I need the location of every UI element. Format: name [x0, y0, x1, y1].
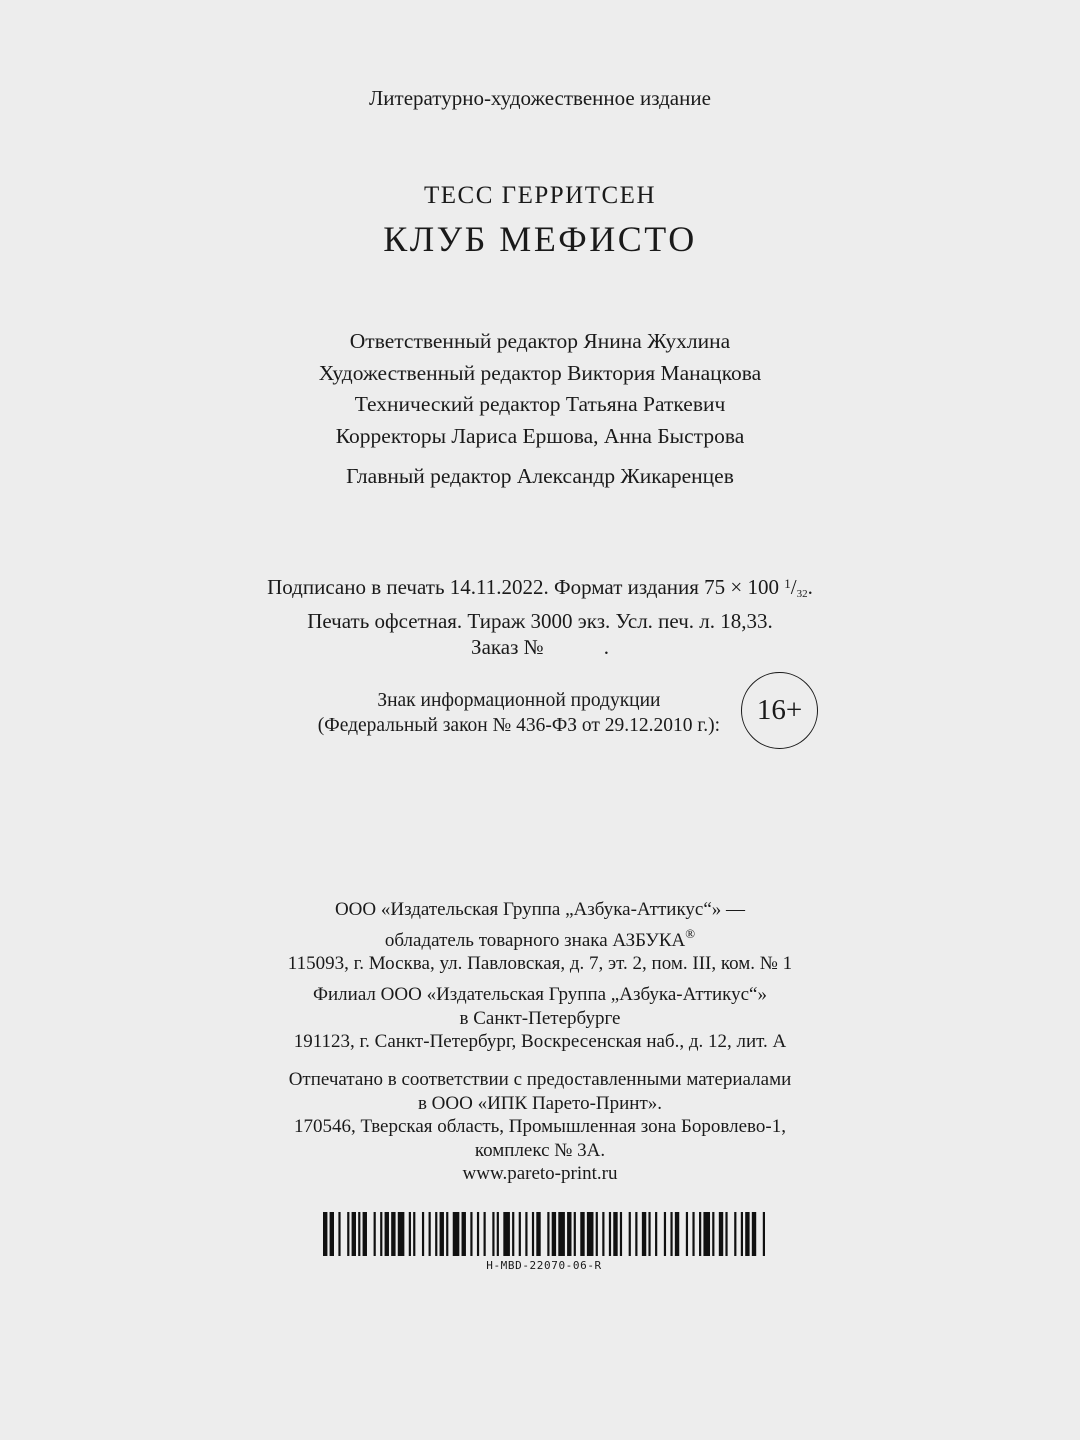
barcode-bar: [587, 1212, 594, 1256]
barcode-bar: [699, 1212, 701, 1256]
order-line: [0, 634, 1080, 661]
info-sign-line-1: Знак информационной продукции: [377, 690, 661, 711]
barcode-bar: [664, 1212, 666, 1256]
barcode-bar: [741, 1212, 743, 1256]
printer-address-2: комплекс № 3А.: [474, 1139, 606, 1161]
barcode-bar: [629, 1212, 631, 1256]
barcode-caption: H-MBD-22070-06-R: [486, 1259, 602, 1272]
barcode-bar: [635, 1212, 637, 1256]
age-rating-badge: 16+: [741, 672, 818, 749]
barcode-bar: [338, 1212, 340, 1256]
printer-website: www.pareto-print.ru: [462, 1163, 618, 1184]
order-label: Заказ №: [471, 635, 544, 659]
barcode-bar: [512, 1212, 514, 1256]
registered-mark: ®: [685, 925, 696, 941]
print-info-line-2: Печать офсетная. Тираж 3000 экз. Усл. печ. л. 18,33.: [307, 608, 773, 633]
barcode-bar: [574, 1212, 576, 1256]
book-title: КЛУБ МЕФИСТО: [383, 219, 697, 259]
barcode-bar: [532, 1212, 534, 1256]
printer-info: [0, 1068, 1080, 1186]
barcode-bar: [745, 1212, 749, 1256]
branch-info: [0, 983, 1080, 1054]
barcode-bar: [558, 1212, 565, 1256]
barcode-bar: [503, 1212, 510, 1256]
chief-editor: Главный редактор Александр Жикаренцев: [346, 464, 734, 488]
barcode-bar: [752, 1212, 756, 1256]
barcode-bar: [686, 1212, 688, 1256]
barcode-bar: [536, 1212, 540, 1256]
branch-address: 191123, г. Санкт-Петербург, Воскресенская наб., д. 12, лит. А: [293, 1031, 787, 1052]
barcode-bar: [567, 1212, 571, 1256]
print-format-text: Подписано в печать 14.11.2022. Формат издания 75 × 100: [267, 575, 785, 599]
barcode-bar: [470, 1212, 472, 1256]
printer-address-1: 170546, Тверская область, Промышленная зона Боровлево-1,: [294, 1116, 786, 1137]
barcode-bar: [435, 1212, 437, 1256]
print-info: [0, 571, 1080, 661]
credit-line: Технический редактор Татьяна Раткевич: [354, 392, 726, 416]
barcode-bar: [670, 1212, 672, 1256]
barcode-bar: [712, 1212, 714, 1256]
barcode-bar: [492, 1212, 494, 1256]
barcode-bar: [734, 1212, 736, 1256]
barcode-bar: [477, 1212, 479, 1256]
barcode-bar: [580, 1212, 584, 1256]
barcode-bar: [374, 1212, 376, 1256]
barcode-bar: [484, 1212, 486, 1256]
barcode-bar: [613, 1212, 617, 1256]
barcode-bar: [609, 1212, 611, 1256]
author-name: ТЕСС ГЕРРИТСЕН: [424, 182, 656, 209]
barcode-bar: [440, 1212, 444, 1256]
publisher-trademark-text: обладатель товарного знака АЗБУКА: [384, 929, 686, 951]
barcode-bar: [675, 1212, 679, 1256]
barcode-bar: [519, 1212, 521, 1256]
print-format-end: .: [807, 575, 813, 599]
barcode-bar: [763, 1212, 765, 1256]
publisher-info: [0, 898, 1080, 976]
credits-list: [0, 326, 1080, 452]
barcode-bar: [429, 1212, 431, 1256]
barcode: [323, 1212, 765, 1256]
barcode-bar: [719, 1212, 723, 1256]
fraction-numerator: 1: [784, 576, 791, 591]
barcode-bar: [413, 1212, 415, 1256]
barcode-bar: [446, 1212, 448, 1256]
publisher-line-2: [0, 922, 1080, 953]
credit-line: Корректоры Лариса Ершова, Анна Быстрова: [335, 423, 745, 448]
order-end: .: [603, 635, 609, 659]
barcode-bar: [725, 1212, 727, 1256]
barcode-bar: [347, 1212, 349, 1256]
barcode-bar: [596, 1212, 598, 1256]
barcode-bar: [323, 1212, 327, 1256]
barcode-bar: [648, 1212, 650, 1256]
barcode-bar: [497, 1212, 499, 1256]
fraction-slash: /: [790, 575, 797, 599]
printer-line-2: в ООО «ИПК Парето-Принт».: [417, 1092, 663, 1114]
barcode-bar: [642, 1212, 646, 1256]
barcode-bar: [692, 1212, 694, 1256]
barcode-bar: [547, 1212, 549, 1256]
barcode-bar: [330, 1212, 334, 1256]
barcode-bar: [358, 1212, 360, 1256]
barcode-bar: [352, 1212, 356, 1256]
barcode-bar: [525, 1212, 527, 1256]
credit-line: Художественный редактор Виктория Манацкова: [318, 360, 762, 385]
info-sign-line-2: (Федеральный закон № 436-ФЗ от 29.12.2010 г.):: [317, 715, 720, 736]
branch-line-1: Филиал ООО «Издательская Группа „Азбука-Аттикус“»: [313, 984, 767, 1005]
publisher-address: 115093, г. Москва, ул. Павловская, д. 7, эт. 2, пом. III, ком. № 1: [287, 953, 793, 974]
genre-label: Литературно-художественное издание: [369, 86, 711, 110]
barcode-bar: [552, 1212, 556, 1256]
barcode-bar: [655, 1212, 657, 1256]
barcode-bar: [703, 1212, 710, 1256]
barcode-bar: [380, 1212, 382, 1256]
print-info-line-1: [0, 571, 1080, 608]
credit-line: Ответственный редактор Янина Жухлина: [349, 329, 731, 353]
barcode-bar: [385, 1212, 389, 1256]
barcode-bar: [391, 1212, 395, 1256]
barcode-bar: [398, 1212, 405, 1256]
barcode-bar: [620, 1212, 622, 1256]
barcode-bar: [363, 1212, 367, 1256]
info-sign-text: [318, 688, 720, 738]
barcode-bar: [422, 1212, 424, 1256]
fraction-denominator: 32: [796, 588, 808, 600]
barcode-bar: [462, 1212, 466, 1256]
barcode-bar: [602, 1212, 604, 1256]
barcode-bar: [409, 1212, 411, 1256]
barcode-bar: [453, 1212, 460, 1256]
printer-line-1: Отпечатано в соответствии с предоставленными материалами: [288, 1069, 792, 1090]
branch-line-2: в Санкт-Петербурге: [459, 1007, 621, 1029]
publisher-line-1: ООО «Издательская Группа „Азбука-Аттикус“» —: [334, 899, 746, 920]
